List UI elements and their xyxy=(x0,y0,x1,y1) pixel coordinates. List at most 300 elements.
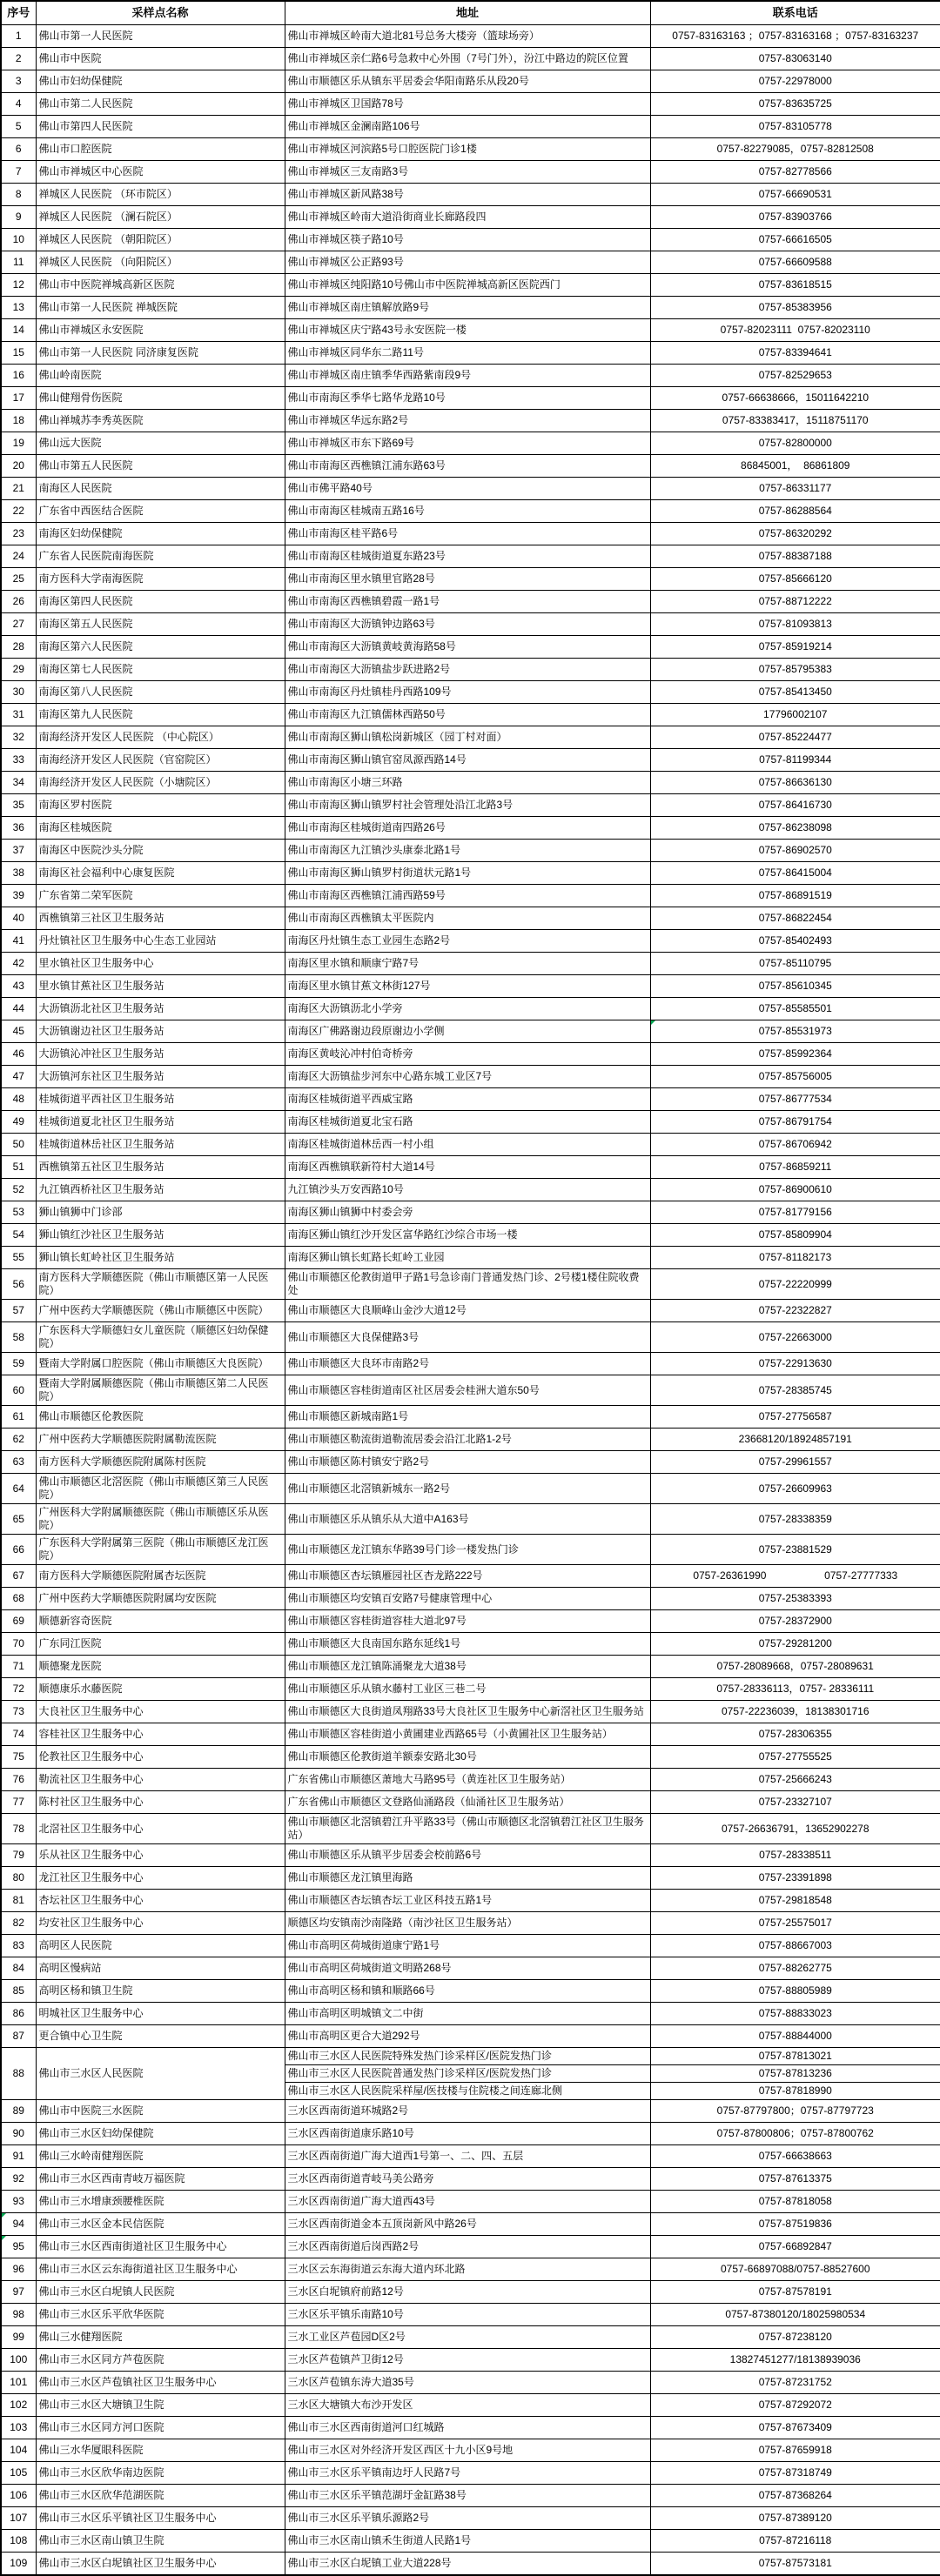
site-name: 禅城区人民医院 （向阳院区） xyxy=(36,251,285,274)
site-name: 南海区社会福利中心康复医院 xyxy=(36,862,285,885)
site-phone: 0757-85383956 xyxy=(650,297,940,319)
site-name: 佛山市禅城区永安医院 xyxy=(36,319,285,342)
site-address: 佛山市南海区狮山镇罗村社会管理处沿江北路3号 xyxy=(285,794,650,817)
site-address: 佛山市南海区大沥镇钟边路63号 xyxy=(285,613,650,636)
table-row xyxy=(1,500,940,523)
site-address: 佛山市南海区西樵镇碧霞一路1号 xyxy=(285,591,650,613)
site-address: 佛山市高明区杨和镇和顺路66号 xyxy=(285,1980,650,2003)
site-name: 桂城街道平西社区卫生服务站 xyxy=(36,1088,285,1111)
row-index: 8 xyxy=(1,184,36,206)
site-phone: 0757-87813021 xyxy=(650,2048,940,2065)
site-address: 佛山市顺德区乐从镇平步居委会校前路6号 xyxy=(285,1844,650,1867)
table-row xyxy=(1,659,940,681)
row-index: 70 xyxy=(1,1633,36,1656)
table-row xyxy=(1,1656,940,1678)
table-row xyxy=(1,953,940,975)
site-phone: 0757-87380120/18025980534 xyxy=(650,2304,940,2326)
row-index: 49 xyxy=(1,1111,36,1134)
site-name: 大沥镇沥北社区卫生服务站 xyxy=(36,998,285,1020)
site-phone: 0757-81093813 xyxy=(650,613,940,636)
site-address: 佛山市顺德区容桂街道小黄圃建业西路65号（小黄圃社区卫生服务站） xyxy=(285,1723,650,1746)
site-phone: 0757-88844000 xyxy=(650,2025,940,2048)
site-address: 佛山市顺德区大良街道凤翔路33号大良社区卫生服务中心新滘社区卫生服务站 xyxy=(285,1701,650,1723)
table-row xyxy=(1,48,940,70)
site-phone: 23668120/18924857191 xyxy=(650,1429,940,1451)
table-row xyxy=(1,1867,940,1890)
table-row xyxy=(1,1020,940,1043)
row-index: 55 xyxy=(1,1247,36,1269)
site-address: 南海区里水镇和顺康宁路7号 xyxy=(285,953,650,975)
site-phone: 0757-66690531 xyxy=(650,184,940,206)
site-address: 三水区西南街道广海大道西1号第一、二、四、五层 xyxy=(285,2145,650,2168)
site-name: 广州医科大学附属顺德医院（佛山市顺德区乐从医院） xyxy=(36,1504,285,1535)
table-row xyxy=(1,1678,940,1701)
site-phone: 0757-85585501 xyxy=(650,998,940,1020)
site-name: 南海区第六人民医院 xyxy=(36,636,285,659)
site-name: 佛山市三水区南山镇卫生院 xyxy=(36,2530,285,2553)
row-index: 77 xyxy=(1,1791,36,1814)
row-index: 46 xyxy=(1,1043,36,1066)
row-index: 100 xyxy=(1,2349,36,2372)
row-index: 9 xyxy=(1,206,36,229)
site-phone: 0757-23391898 xyxy=(650,1867,940,1890)
site-phone: 0757-87797800；0757-87797723 xyxy=(650,2100,940,2123)
site-phone: 0757-22978000 xyxy=(650,70,940,93)
site-address: 佛山市三水区人民医院采样屋/医技楼与住院楼之间连廊北侧 xyxy=(285,2083,650,2100)
site-address: 广东省佛山市顺德区萧地大马路95号（黄连社区卫生服务站） xyxy=(285,1769,650,1791)
site-phone: 0757-87368264 xyxy=(650,2485,940,2507)
table-row xyxy=(1,591,940,613)
site-name: 龙江社区卫生服务中心 xyxy=(36,1867,285,1890)
site-name: 南海区第七人民医院 xyxy=(36,659,285,681)
table-row xyxy=(1,794,940,817)
row-index: 57 xyxy=(1,1300,36,1322)
site-name: 广州中医药大学顺德医院附属勒流医院 xyxy=(36,1429,285,1451)
site-address: 佛山市顺德区北滘镇碧江升平路33号（佛山市顺德区北滘镇碧江社区卫生服务站） xyxy=(285,1814,650,1844)
header-index: 序号 xyxy=(1,1,36,25)
site-name: 禅城区人民医院 （环市院区） xyxy=(36,184,285,206)
row-index: 27 xyxy=(1,613,36,636)
row-index: 109 xyxy=(1,2553,36,2576)
site-phone: 0757-87818990 xyxy=(650,2083,940,2100)
site-address: 南海区桂城街道平西威宝路 xyxy=(285,1088,650,1111)
site-phone: 0757-85610345 xyxy=(650,975,940,998)
site-name: 容桂社区卫生服务中心 xyxy=(36,1723,285,1746)
table-row xyxy=(1,1375,940,1406)
site-name: 丹灶镇社区卫生服务中心生态工业园站 xyxy=(36,930,285,953)
table-row xyxy=(1,25,940,48)
site-phone: 0757-86891519 xyxy=(650,885,940,907)
site-name: 佛山市三水区芦苞镇社区卫生服务中心 xyxy=(36,2372,285,2394)
site-name: 勒流社区卫生服务中心 xyxy=(36,1769,285,1791)
site-address: 广东省佛山市顺德区文登路仙涌路段（仙涌社区卫生服务站） xyxy=(285,1791,650,1814)
site-phone: 0757-27756587 xyxy=(650,1406,940,1429)
table-header xyxy=(1,1,940,25)
table-row xyxy=(1,2349,940,2372)
site-name: 广东医科大学附属第三医院（佛山市顺德区龙江医院） xyxy=(36,1535,285,1565)
row-index: 31 xyxy=(1,704,36,726)
table-row xyxy=(1,2003,940,2025)
site-name: 佛山市三水区白坭镇社区卫生服务中心 xyxy=(36,2553,285,2576)
site-name: 佛山市中医院 xyxy=(36,48,285,70)
site-name: 佛山岭南医院 xyxy=(36,365,285,387)
site-address: 三水区芦苞镇芦卫街12号 xyxy=(285,2349,650,2372)
site-name: 南海区第九人民医院 xyxy=(36,704,285,726)
site-address: 佛山市南海区九江镇沙头康泰北路1号 xyxy=(285,840,650,862)
site-address: 佛山市三水区人民医院普通发热门诊采样区/医院发热门诊 xyxy=(285,2065,650,2083)
site-address: 佛山市禅城区市东下路69号 xyxy=(285,432,650,455)
header-row xyxy=(1,1,940,25)
site-phone: 0757-66892847 xyxy=(650,2236,940,2258)
site-address: 佛山市南海区大沥镇盐步跃进路2号 xyxy=(285,659,650,681)
table-row xyxy=(1,1588,940,1610)
site-name: 均安社区卫生服务中心 xyxy=(36,1912,285,1935)
site-address: 南海区里水镇甘蕉文林街127号 xyxy=(285,975,650,998)
table-row xyxy=(1,2326,940,2349)
site-phone: 0757-85809904 xyxy=(650,1224,940,1247)
table-row xyxy=(1,2485,940,2507)
row-index: 11 xyxy=(1,251,36,274)
site-name: 暨南大学附属口腔医院（佛山市顺德区大良医院） xyxy=(36,1353,285,1375)
table-row xyxy=(1,342,940,365)
site-name: 桂城街道林岳社区卫生服务站 xyxy=(36,1134,285,1156)
row-index: 84 xyxy=(1,1957,36,1980)
site-address: 三水区云东海街道云东海大道内环北路 xyxy=(285,2258,650,2281)
table-row xyxy=(1,251,940,274)
site-address: 三水区芦苞镇东涛大道35号 xyxy=(285,2372,650,2394)
row-index: 79 xyxy=(1,1844,36,1867)
table-row xyxy=(1,998,940,1020)
row-index: 14 xyxy=(1,319,36,342)
site-name: 南海经济开发区人民医院 （中心院区） xyxy=(36,726,285,749)
row-index: 95 xyxy=(1,2236,36,2258)
table-row xyxy=(1,1701,940,1723)
site-phone: 86845001， 86861809 xyxy=(650,455,940,478)
row-index: 108 xyxy=(1,2530,36,2553)
site-phone: 0757-83394641 xyxy=(650,342,940,365)
site-phone: 0757-81779156 xyxy=(650,1201,940,1224)
site-address: 佛山市禅城区筷子路10号 xyxy=(285,229,650,251)
site-name: 暨南大学附属顺德医院（佛山市顺德区第二人民医院） xyxy=(36,1375,285,1406)
table-row xyxy=(1,1935,940,1957)
site-phone: 0757-28306355 xyxy=(650,1723,940,1746)
site-phone: 0757-88805989 xyxy=(650,1980,940,2003)
row-index: 30 xyxy=(1,681,36,704)
site-name: 南海区第五人民医院 xyxy=(36,613,285,636)
table-row xyxy=(1,885,940,907)
row-index: 24 xyxy=(1,545,36,568)
row-index: 35 xyxy=(1,794,36,817)
site-address: 佛山市高明区明城镇文二中街 xyxy=(285,2003,650,2025)
site-phone: 0757-66616505 xyxy=(650,229,940,251)
row-index: 15 xyxy=(1,342,36,365)
site-address: 佛山市三水区对外经济开发区西区十九小区9号地 xyxy=(285,2439,650,2462)
row-index: 1 xyxy=(1,25,36,48)
table-row xyxy=(1,1957,940,1980)
site-phone: 0757-87231752 xyxy=(650,2372,940,2394)
site-address: 佛山市顺德区大良保健路3号 xyxy=(285,1322,650,1353)
site-phone: 0757-26636791，13652902278 xyxy=(650,1814,940,1844)
site-address: 佛山市顺德区均安镇百安路7号健康管理中心 xyxy=(285,1588,650,1610)
table-row xyxy=(1,2530,940,2553)
site-address: 佛山市南海区桂平路6号 xyxy=(285,523,650,545)
site-phone: 0757-82023111 0757-82023110 xyxy=(650,319,940,342)
row-index: 4 xyxy=(1,93,36,116)
table-row xyxy=(1,1791,940,1814)
site-name: 佛山市禅城区中心医院 xyxy=(36,161,285,184)
table-row xyxy=(1,2462,940,2485)
table-row xyxy=(1,2048,940,2065)
site-address: 南海区桂城街道林岳西一村小组 xyxy=(285,1134,650,1156)
site-address: 佛山市南海区狮山镇罗村街道状元路1号 xyxy=(285,862,650,885)
row-index: 18 xyxy=(1,410,36,432)
site-phone: 0757-87216118 xyxy=(650,2530,940,2553)
table-row xyxy=(1,455,940,478)
site-phone: 0757-29961557 xyxy=(650,1451,940,1474)
site-name: 广东省第二荣军医院 xyxy=(36,885,285,907)
table-row xyxy=(1,1429,940,1451)
table-row xyxy=(1,161,940,184)
site-phone: 0757-87389120 xyxy=(650,2507,940,2530)
site-phone: 0757-22913630 xyxy=(650,1353,940,1375)
table-row xyxy=(1,772,940,794)
row-index: 56 xyxy=(1,1269,36,1300)
site-name: 顺德新容奇医院 xyxy=(36,1610,285,1633)
site-phone: 0757-22220999 xyxy=(650,1269,940,1300)
site-phone: 0757-82778566 xyxy=(650,161,940,184)
site-address: 佛山市禅城区同华东二路11号 xyxy=(285,342,650,365)
site-address: 佛山市顺德区陈村镇安宁路2号 xyxy=(285,1451,650,1474)
row-index: 68 xyxy=(1,1588,36,1610)
site-name: 广东省中西医结合医院 xyxy=(36,500,285,523)
site-phone: 0757-22322827 xyxy=(650,1300,940,1322)
table-row xyxy=(1,1769,940,1791)
table-row xyxy=(1,862,940,885)
row-index: 22 xyxy=(1,500,36,523)
row-index: 96 xyxy=(1,2258,36,2281)
table-row xyxy=(1,387,940,410)
table-row xyxy=(1,1844,940,1867)
row-index: 61 xyxy=(1,1406,36,1429)
site-phone: 0757-85795383 xyxy=(650,659,940,681)
site-address: 南海区桂城街道夏北宝石路 xyxy=(285,1111,650,1134)
site-address: 佛山市顺德区乐从镇东平居委会华阳南路乐从段20号 xyxy=(285,70,650,93)
site-address: 佛山市顺德区容桂街道南区社区居委会桂洲大道东50号 xyxy=(285,1375,650,1406)
site-address: 佛山市禅城区南庄镇季华西路紫南段9号 xyxy=(285,365,650,387)
site-phone: 0757-28372900 xyxy=(650,1610,940,1633)
table-row xyxy=(1,907,940,930)
site-name: 狮山镇长虹岭社区卫生服务站 xyxy=(36,1247,285,1269)
table-row xyxy=(1,1088,940,1111)
site-name: 南方医科大学顺德医院附属杏坛医院 xyxy=(36,1565,285,1588)
site-address: 佛山市顺德区大良顺峰山金沙大道12号 xyxy=(285,1300,650,1322)
site-phone: 0757-85992364 xyxy=(650,1043,940,1066)
row-index: 21 xyxy=(1,478,36,500)
site-name: 杏坛社区卫生服务中心 xyxy=(36,1890,285,1912)
site-address: 佛山市顺德区龙江镇里海路 xyxy=(285,1867,650,1890)
site-address: 顺德区均安镇南沙南隆路（南沙社区卫生服务站） xyxy=(285,1912,650,1935)
row-index: 19 xyxy=(1,432,36,455)
site-address: 三水区西南街道康乐路10号 xyxy=(285,2123,650,2145)
site-name: 南海区人民医院 xyxy=(36,478,285,500)
table-row xyxy=(1,1912,940,1935)
site-name: 佛山市三水区西南街道社区卫生服务中心 xyxy=(36,2236,285,2258)
site-phone: 0757-66638666，15011642210 xyxy=(650,387,940,410)
row-index: 20 xyxy=(1,455,36,478)
table-row xyxy=(1,2168,940,2191)
site-phone: 0757-85756005 xyxy=(650,1066,940,1088)
site-name: 南海经济开发区人民医院（官窑院区） xyxy=(36,749,285,772)
site-name: 广州中医药大学顺德医院（佛山市顺德区中医院） xyxy=(36,1300,285,1322)
site-name: 佛山市三水区乐平镇社区卫生服务中心 xyxy=(36,2507,285,2530)
row-index: 37 xyxy=(1,840,36,862)
site-address: 九江镇沙头万安西路10号 xyxy=(285,1179,650,1201)
row-index: 38 xyxy=(1,862,36,885)
site-address: 佛山市三水区西南街道河口红城路 xyxy=(285,2417,650,2439)
site-address: 佛山市佛平路40号 xyxy=(285,478,650,500)
site-phone: 0757-83903766 xyxy=(650,206,940,229)
table-row xyxy=(1,1300,940,1322)
header-phone: 联系电话 xyxy=(650,1,940,25)
site-address: 佛山市顺德区伦教街道甲子路1号急诊南门普通发热门诊、2号楼1楼住院收费处 xyxy=(285,1269,650,1300)
site-name: 南海区桂城医院 xyxy=(36,817,285,840)
table-row xyxy=(1,704,940,726)
table-row xyxy=(1,2258,940,2281)
table-row xyxy=(1,1890,940,1912)
row-index: 58 xyxy=(1,1322,36,1353)
row-index: 87 xyxy=(1,2025,36,2048)
site-address: 佛山市禅城区卫国路78号 xyxy=(285,93,650,116)
table-row xyxy=(1,1111,940,1134)
site-phone: 0757-66638663 xyxy=(650,2145,940,2168)
site-phone: 0757-83163163 ；0757-83163168 ；0757-83163237 xyxy=(650,25,940,48)
site-address: 佛山市三水区白坭镇工业大道228号 xyxy=(285,2553,650,2576)
site-name: 佛山市顺德区伦教医院 xyxy=(36,1406,285,1429)
site-address: 佛山市禅城区金澜南路106号 xyxy=(285,116,650,138)
site-name: 高明区人民医院 xyxy=(36,1935,285,1957)
site-name: 佛山市第四人民医院 xyxy=(36,116,285,138)
site-name: 禅城区人民医院 （朝阳院区） xyxy=(36,229,285,251)
site-address: 佛山市禅城区纯阳路10号佛山市中医院禅城高新区医院西门 xyxy=(285,274,650,297)
site-phone: 0757-86415004 xyxy=(650,862,940,885)
site-phone: 0757-83383417，15118751170 xyxy=(650,410,940,432)
table-row xyxy=(1,478,940,500)
site-name: 佛山市三水区同方芦苞医院 xyxy=(36,2349,285,2372)
site-name: 桂城街道夏北社区卫生服务站 xyxy=(36,1111,285,1134)
site-name: 南方医科大学顺德医院附属陈村医院 xyxy=(36,1451,285,1474)
site-address: 佛山市禅城区三友南路3号 xyxy=(285,161,650,184)
site-address: 佛山市顺德区大良南国东路东延线1号 xyxy=(285,1633,650,1656)
site-address: 佛山市禅城区岭南大道沿街商业长廊路段四 xyxy=(285,206,650,229)
table-row xyxy=(1,726,940,749)
site-phone: 0757-85110795 xyxy=(650,953,940,975)
site-phone: 0757-87659918 xyxy=(650,2439,940,2462)
row-index: 43 xyxy=(1,975,36,998)
site-address: 佛山市南海区桂城街道南四路26号 xyxy=(285,817,650,840)
row-index: 69 xyxy=(1,1610,36,1633)
table-row xyxy=(1,749,940,772)
site-phone: 0757-86822454 xyxy=(650,907,940,930)
row-index: 54 xyxy=(1,1224,36,1247)
row-index: 93 xyxy=(1,2191,36,2213)
table-row xyxy=(1,229,940,251)
table-row xyxy=(1,1535,940,1565)
site-phone: 0757-87238120 xyxy=(650,2326,940,2349)
site-name: 佛山市三水区妇幼保健院 xyxy=(36,2123,285,2145)
site-name: 佛山市口腔医院 xyxy=(36,138,285,161)
table-row xyxy=(1,184,940,206)
row-index: 97 xyxy=(1,2281,36,2304)
table-row xyxy=(1,93,940,116)
row-index: 92 xyxy=(1,2168,36,2191)
site-name: 九江镇西桥社区卫生服务站 xyxy=(36,1179,285,1201)
site-name: 广州中医药大学顺德医院附属均安医院 xyxy=(36,1588,285,1610)
site-address: 佛山市南海区大沥镇黄岐黄海路58号 xyxy=(285,636,650,659)
row-index: 67 xyxy=(1,1565,36,1588)
table-row xyxy=(1,2507,940,2530)
site-name: 广东同江医院 xyxy=(36,1633,285,1656)
site-phone: 0757-29818548 xyxy=(650,1890,940,1912)
site-phone: 0757-87318749 xyxy=(650,2462,940,2485)
site-name: 广东省人民医院南海医院 xyxy=(36,545,285,568)
site-address: 佛山市顺德区杏坛镇杏坛工业区科技五路1号 xyxy=(285,1890,650,1912)
site-phone: 0757-28385745 xyxy=(650,1375,940,1406)
site-name: 佛山市第一人民医院 禅城医院 xyxy=(36,297,285,319)
row-index: 103 xyxy=(1,2417,36,2439)
site-address: 南海区丹灶镇生态工业园生态路2号 xyxy=(285,930,650,953)
site-name: 佛山市三水区人民医院 xyxy=(36,2048,285,2100)
row-index: 65 xyxy=(1,1504,36,1535)
row-index: 42 xyxy=(1,953,36,975)
row-index: 60 xyxy=(1,1375,36,1406)
row-index: 40 xyxy=(1,907,36,930)
site-name: 更合镇中心卫生院 xyxy=(36,2025,285,2048)
row-index: 74 xyxy=(1,1723,36,1746)
table-row xyxy=(1,1610,940,1633)
table-row xyxy=(1,2394,940,2417)
site-phone: 0757-87578191 xyxy=(650,2281,940,2304)
row-index: 44 xyxy=(1,998,36,1020)
row-index: 25 xyxy=(1,568,36,591)
site-name: 佛山市第一人民医院 同济康复医院 xyxy=(36,342,285,365)
site-address: 佛山市禅城区亲仁路6号急救中心外围（7号门外），汾江中路边的院区位置 xyxy=(285,48,650,70)
site-name: 佛山市三水区云东海街道社区卫生服务中心 xyxy=(36,2258,285,2281)
site-address: 南海区西樵镇联新符村大道14号 xyxy=(285,1156,650,1179)
table-row xyxy=(1,1269,940,1300)
row-index: 63 xyxy=(1,1451,36,1474)
site-address: 南海区狮山镇红沙开发区富华路红沙综合市场一楼 xyxy=(285,1224,650,1247)
site-phone: 0757-86791754 xyxy=(650,1111,940,1134)
table-row xyxy=(1,319,940,342)
site-name: 顺德聚龙医院 xyxy=(36,1656,285,1678)
table-row xyxy=(1,2304,940,2326)
site-phone: 0757-25383393 xyxy=(650,1588,940,1610)
table-row xyxy=(1,2213,940,2236)
site-phone: 0757-25666243 xyxy=(650,1769,940,1791)
site-phone: 0757-87800806；0757-87800762 xyxy=(650,2123,940,2145)
site-name: 佛山市中医院三水医院 xyxy=(36,2100,285,2123)
row-index: 86 xyxy=(1,2003,36,2025)
row-index: 76 xyxy=(1,1769,36,1791)
site-phone: 0757-25575017 xyxy=(650,1912,940,1935)
site-name: 南方医科大学南海医院 xyxy=(36,568,285,591)
table-row xyxy=(1,1814,940,1844)
site-address: 佛山市三水区南山镇禾生街道人民路1号 xyxy=(285,2530,650,2553)
table-row xyxy=(1,2236,940,2258)
site-name: 佛山三水健翔医院 xyxy=(36,2326,285,2349)
site-address: 佛山市南海区桂城南五路16号 xyxy=(285,500,650,523)
site-name: 南海区罗村医院 xyxy=(36,794,285,817)
